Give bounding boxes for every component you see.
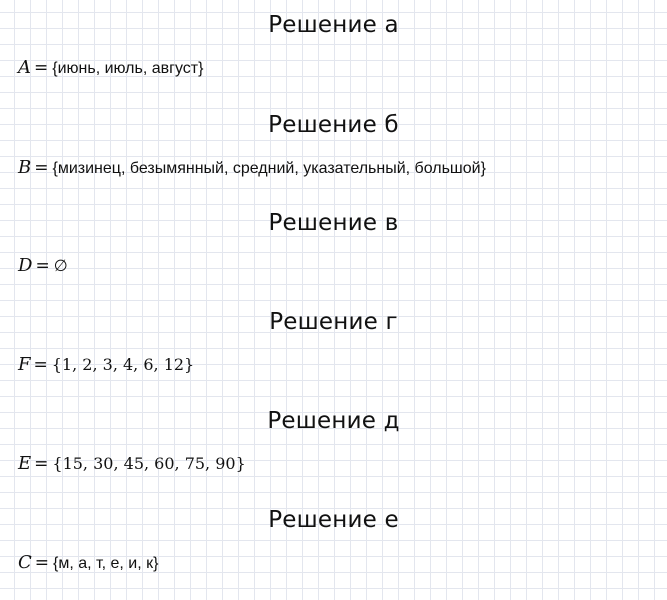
set-formula [18,353,194,378]
set-value: {м, а, т, е, и, к} [53,555,159,572]
section-heading: Решение в [268,210,399,236]
section-heading: Решение б [268,112,399,138]
set-formula [18,254,68,279]
set-value: {мизинец, безымянный, средний, указательный, большой} [52,160,486,177]
set-value: {июнь, июль, август} [52,60,204,77]
set-variable: B [18,157,32,178]
section-heading: Решение е [268,507,399,533]
equals-sign: = [34,158,49,178]
equals-sign: = [34,553,50,573]
equals-sign: = [34,58,49,78]
equals-sign: = [33,355,48,375]
set-variable: D [18,255,33,276]
equals-sign: = [34,454,49,474]
set-variable: E [18,453,32,474]
section-heading: Решение д [267,408,400,434]
set-variable: A [18,57,31,78]
set-variable: F [18,354,31,375]
set-value: ∅ [53,256,68,275]
section-heading: Решение а [268,12,399,38]
set-formula [18,156,486,181]
set-value: {1, 2, 3, 4, 6, 12} [51,355,195,374]
set-formula [18,551,158,576]
section-heading: Решение г [269,309,398,335]
set-formula [18,452,246,477]
equals-sign: = [35,256,50,276]
set-value: {15, 30, 45, 60, 75, 90} [52,454,246,473]
set-formula [18,56,203,81]
set-variable: C [18,552,32,573]
